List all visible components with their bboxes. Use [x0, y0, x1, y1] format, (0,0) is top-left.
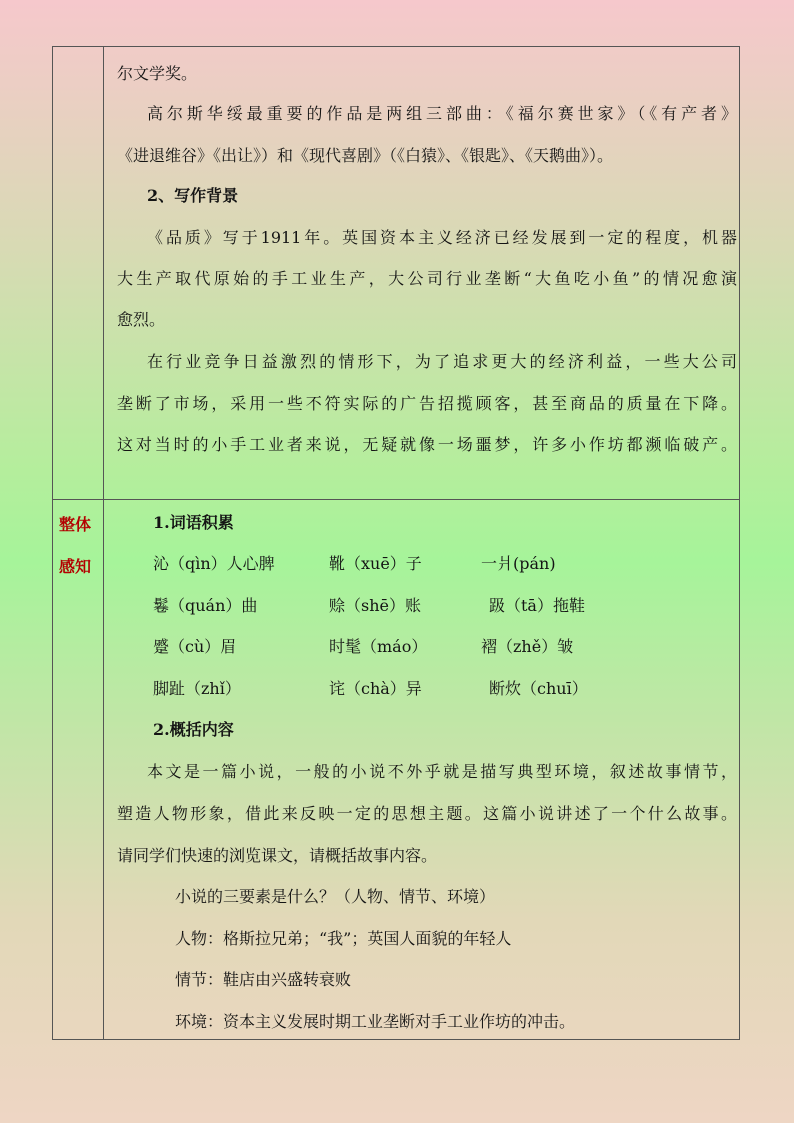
text-line: 尔文学奖。: [117, 64, 198, 83]
vocab-item: 蹙（cù）眉: [153, 637, 237, 656]
text-line: 大生产取代原始的手工业生产，大公司行业垄断“大鱼吃小鱼”的情况愈演: [117, 269, 737, 288]
text-line: 愈烈。: [117, 310, 166, 329]
column-divider: [103, 47, 104, 1039]
text-line: 请同学们快速的浏览课文，请概括故事内容。: [117, 846, 438, 865]
text-line: 《进退维谷》《出让》）和《现代喜剧》（《白猿》、《银匙》、《天鹅曲》）。: [117, 146, 614, 165]
row-divider: [53, 499, 739, 500]
vocab-item: 诧（chà）异: [329, 679, 422, 698]
vocab-item: 断炊（chuī）: [489, 679, 588, 698]
vocab-item: 脚趾（zhǐ）: [153, 679, 241, 698]
text-line: 这对当时的小手工业者来说，无疑就像一场噩梦，许多小作坊都濒临破产。: [117, 435, 737, 454]
section-label: 感知: [59, 557, 92, 576]
vocab-item: 趿（tā）拖鞋: [489, 596, 585, 615]
text-line: 高尔斯华绥最重要的作品是两组三部曲：《福尔赛世家》（《有产者》: [147, 104, 737, 123]
text-line: 垄断了市场，采用一些不符实际的广告招揽顾客，甚至商品的质量在下降。: [117, 394, 737, 413]
text-line: 小说的三要素是什么？（人物、情节、环境）: [175, 887, 496, 906]
vocab-item: 一爿(pán): [481, 554, 556, 573]
vocab-item: 靴（xuē）子: [329, 554, 422, 573]
text-line: 环境：资本主义发展时期工业垄断对手工业作坊的冲击。: [175, 1012, 576, 1031]
section-heading: 2.概括内容: [153, 720, 234, 739]
vocab-item: 褶（zhě）皱: [481, 637, 574, 656]
vocab-item: 鬈（quán）曲: [153, 596, 258, 615]
section-heading: 2、写作背景: [147, 186, 239, 205]
lesson-table: [52, 46, 740, 1040]
vocab-item: 时髦（máo）: [329, 637, 428, 656]
vocab-item: 赊（shē）账: [329, 596, 421, 615]
text-line: 人物：格斯拉兄弟；“我”；英国人面貌的年轻人: [175, 929, 512, 948]
text-line: 《品质》写于1911年。英国资本主义经济已经发展到一定的程度，机器: [147, 228, 737, 247]
text-line: 在行业竞争日益激烈的情形下，为了追求更大的经济利益，一些大公司: [147, 352, 737, 371]
vocab-item: 沁（qìn）人心脾: [153, 554, 275, 573]
section-heading: 1.词语积累: [153, 513, 234, 532]
text-line: 塑造人物形象，借此来反映一定的思想主题。这篇小说讲述了一个什么故事。: [117, 804, 737, 823]
text-line: 本文是一篇小说，一般的小说不外乎就是描写典型环境，叙述故事情节，: [147, 762, 737, 781]
text-line: 情节：鞋店由兴盛转衰败: [175, 970, 352, 989]
section-label: 整体: [59, 515, 92, 534]
